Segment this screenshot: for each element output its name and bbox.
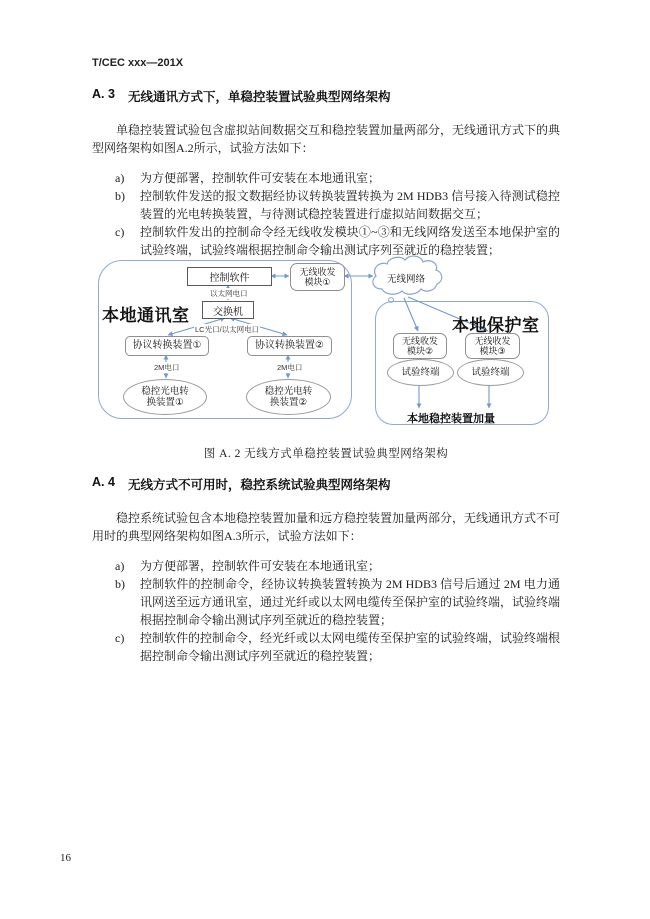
test-terminal-1-node: 试验终端 bbox=[387, 359, 454, 386]
page-content bbox=[92, 0, 560, 665]
section-a3-title: 无线通讯方式下，单稳控装置试验典型网络架构 bbox=[127, 90, 391, 104]
list-item bbox=[92, 187, 560, 223]
list-item-text: 为方便部署，控制软件可安装在本地通讯室； bbox=[140, 559, 381, 573]
optical-converter-1-line2: 换装置① bbox=[146, 397, 184, 408]
optical-converter-1-line1: 稳控光电转 bbox=[141, 386, 189, 397]
wireless-module-1-line1: 无线收发 bbox=[299, 266, 336, 277]
list-item-text: 控制软件的控制命令，经协议转换装置转换为 2M HDB3 信号后通过 2M 电力通讯网送至远方通讯室，通过光纤或以太网电缆传至保护室的试验终端，试验终端根据控制命令输出测试序列至就近的稳控装置； bbox=[140, 577, 561, 627]
list-item-label: a) bbox=[115, 171, 125, 185]
section-a3-intro-paragraph: 单稳控装置试验包含虚拟站间数据交互和稳控装置加量两部分，无线通讯方式下的典型网络架构如图A.2所示，试验方法如下： bbox=[92, 123, 561, 155]
protocol-converter-1-node: 协议转换装置① bbox=[125, 336, 209, 356]
optical-converter-2-node bbox=[246, 379, 331, 415]
list-item bbox=[92, 575, 560, 629]
protocol-converter-2-node: 协议转换装置② bbox=[247, 336, 332, 356]
section-a4-intro-paragraph: 稳控系统试验包含本地稳控装置加量和远方稳控装置加量两部分，无线通讯方式不可用时的典型网络架构如图A.3所示，试验方法如下： bbox=[92, 511, 561, 543]
page-number: 16 bbox=[60, 852, 71, 864]
switch-node: 交换机 bbox=[202, 301, 254, 319]
ethernet-port-link-label: 以太网电口 bbox=[210, 289, 248, 298]
figure-a2-caption: 图 A. 2 无线方式单稳控装置试验典型网络架构 bbox=[203, 448, 449, 460]
optical-converter-2-line1: 稳控光电转 bbox=[264, 386, 313, 397]
standard-number-header: T/CEC xxx—201X bbox=[92, 57, 184, 69]
local-protection-room-label: 本地保护室 bbox=[452, 316, 540, 335]
2m-port-1-link-label: 2M电口 bbox=[154, 363, 180, 372]
wireless-network-cloud-label: 无线网络 bbox=[386, 274, 425, 285]
test-terminal-2-node: 试验终端 bbox=[457, 359, 524, 386]
list-item-text: 控制软件发出的控制命令经无线收发模块①~③和无线网络发送至本地保护室的试验终端，试验终端根据控制命令输出测试序列至就近的稳控装置； bbox=[140, 225, 560, 257]
list-item bbox=[92, 629, 560, 665]
wireless-module-2-line1: 无线收发 bbox=[401, 335, 438, 346]
link-cloud-to-wm2 bbox=[404, 298, 418, 331]
section-a4-number: A. 4 bbox=[92, 475, 115, 489]
list-item-text: 为方便部署，控制软件可安装在本地通讯室； bbox=[140, 171, 381, 185]
list-item bbox=[92, 169, 560, 187]
list-item-label: a) bbox=[115, 559, 125, 573]
list-item bbox=[92, 557, 560, 575]
section-a3-heading bbox=[92, 87, 560, 105]
list-item-text: 控制软件发送的报文数据经协议转换装置转换为 2M HDB3 信号接入待测试稳控装置的光电转换装置，与待测试稳控装置进行虚拟站间数据交互； bbox=[140, 189, 560, 221]
lc-ethernet-link-label: LC光口/以太网电口 bbox=[195, 325, 260, 334]
list-item-label: c) bbox=[115, 225, 125, 239]
optical-converter-1-node bbox=[123, 379, 207, 415]
wireless-module-3-node bbox=[465, 333, 520, 359]
section-a4-heading bbox=[92, 475, 560, 493]
list-item-text: 控制软件的控制命令，经光纤或以太网电缆传至保护室的试验终端，试验终端根据控制命令输出测试序列至就近的稳控装置； bbox=[140, 631, 561, 663]
control-software-node: 控制软件 bbox=[187, 267, 272, 286]
section-a3-list bbox=[92, 169, 560, 259]
list-item-label: c) bbox=[115, 631, 125, 645]
wireless-module-1-line2: 模块① bbox=[304, 277, 331, 287]
2m-port-2-link-label: 2M电口 bbox=[277, 363, 303, 372]
local-communication-room-label: 本地通讯室 bbox=[102, 306, 190, 325]
section-a4-list bbox=[92, 557, 560, 665]
figure-a2-network-diagram bbox=[90, 255, 565, 437]
list-item-label: b) bbox=[115, 577, 125, 591]
section-a4-title: 无线方式不可用时，稳控系统试验典型网络架构 bbox=[127, 478, 391, 492]
wireless-module-2-line2: 模块② bbox=[406, 346, 434, 356]
optical-converter-2-line2: 换装置② bbox=[269, 397, 308, 408]
wireless-module-3-line2: 模块③ bbox=[479, 346, 506, 356]
local-loading-label: 本地稳控装置加量 bbox=[407, 413, 495, 425]
list-item-label: b) bbox=[115, 189, 125, 203]
list-item bbox=[92, 223, 560, 259]
cloud-tail-curl bbox=[389, 298, 394, 303]
section-a3-number: A. 3 bbox=[92, 87, 115, 101]
wireless-module-1-node bbox=[290, 263, 345, 291]
wireless-module-2-node bbox=[393, 333, 447, 359]
wireless-module-3-line1: 无线收发 bbox=[474, 335, 511, 346]
